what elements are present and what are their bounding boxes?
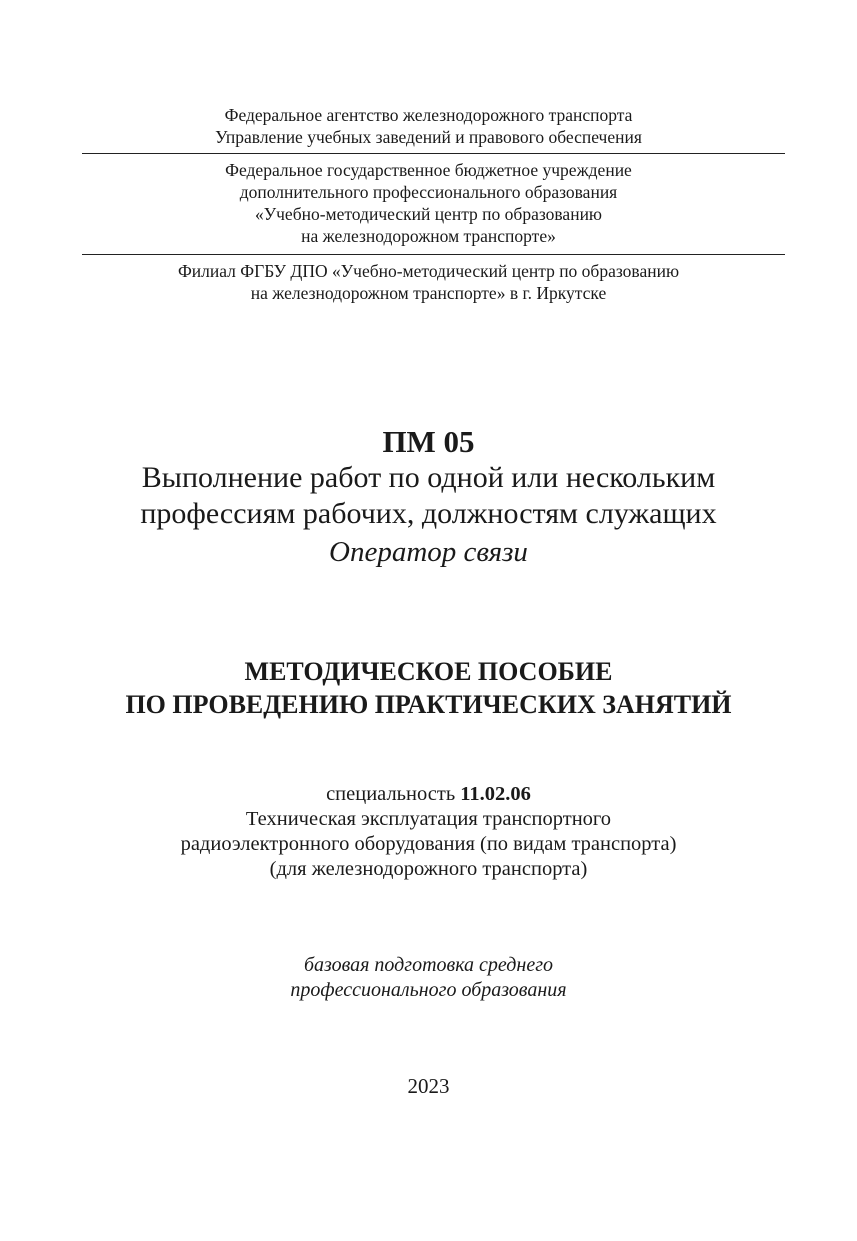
institution-header (0, 159, 857, 247)
education-level-block (0, 953, 857, 1003)
doc-type-block (0, 655, 857, 721)
year-block (0, 1074, 857, 1099)
module-code: ПМ 05 (382, 424, 475, 459)
branch-line-2: на железнодорожном транспорте» в г. Иркутске (250, 283, 607, 303)
institution-line-1: Федеральное государственное бюджетное учреждение (225, 160, 632, 180)
module-title-line-2: профессиям рабочих, должностям служащих (140, 497, 717, 530)
branch-line-1: Филиал ФГБУ ДПО «Учебно-методический центр по образованию (177, 261, 680, 281)
specialty-label: специальность (326, 783, 456, 805)
institution-line-3: «Учебно-методический центр по образованию (254, 204, 603, 224)
specialty-heading (0, 782, 857, 807)
specialty-block (0, 782, 857, 882)
publication-year: 2023 (407, 1074, 450, 1098)
specialty-code: 11.02.06 (460, 783, 531, 805)
specialty-line-3: (для железнодорожного транспорта) (269, 858, 588, 880)
institution-line-2: дополнительного профессионального образования (239, 182, 618, 202)
agency-header (0, 104, 857, 148)
level-line-1: базовая подготовка среднего (303, 954, 554, 976)
header-divider-1 (82, 153, 785, 154)
branch-header (0, 260, 857, 304)
header-divider-2 (82, 254, 785, 255)
module-title-line-1: Выполнение работ по одной или нескольким (141, 461, 716, 494)
agency-line-2: Управление учебных заведений и правового обеспечения (215, 127, 642, 147)
agency-line-1: Федеральное агентство железнодорожного транспорта (224, 105, 633, 125)
doc-type-line-2: ПО ПРОВЕДЕНИЮ ПРАКТИЧЕСКИХ ЗАНЯТИЙ (125, 690, 732, 719)
doc-type-line-1: МЕТОДИЧЕСКОЕ ПОСОБИЕ (244, 657, 613, 686)
level-line-2: профессионального образования (290, 979, 567, 1001)
module-block (0, 424, 857, 572)
institution-line-4: на железнодорожном транспорте» (301, 226, 556, 246)
specialty-line-2: радиоэлектронного оборудования (по видам транспорта) (180, 833, 677, 855)
specialty-line-1: Техническая эксплуатация транспортного (245, 808, 612, 830)
module-role: Оператор связи (329, 536, 528, 568)
